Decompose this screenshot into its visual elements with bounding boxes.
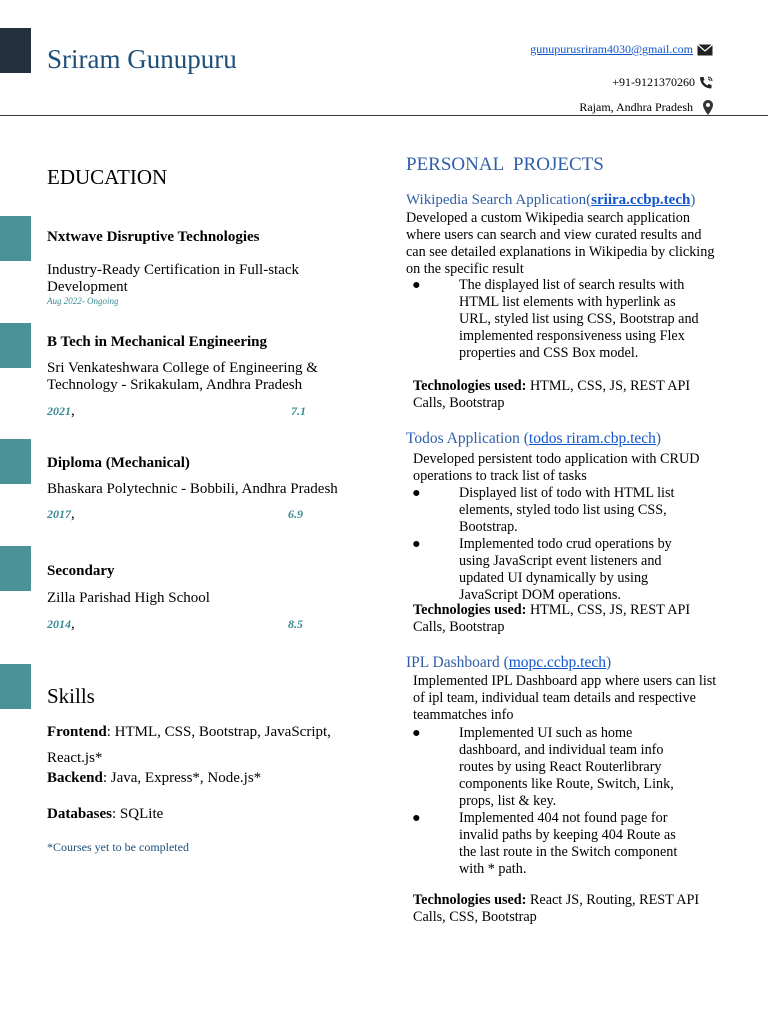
- education-detail-diploma: Bhaskara Polytechnic - Bobbili, Andhra Pradesh: [47, 481, 338, 497]
- skills-databases: [47, 806, 163, 823]
- project-description-todos: Developed persistent todo application with CRUD operations to track list of tasks: [413, 451, 700, 484]
- envelope-icon: [697, 44, 713, 56]
- project-bullets-wikipedia: [406, 277, 706, 362]
- year-value: 2014: [47, 617, 71, 631]
- education-title-nxtwave: Nxtwave Disruptive Technologies: [47, 229, 260, 245]
- education-title-secondary: Secondary: [47, 563, 115, 579]
- skills-frontend: [47, 719, 347, 771]
- education-detail-btech: Sri Venkateshwara College of Engineering & Technology - Srikakulam, Andhra Pradesh: [47, 360, 318, 393]
- list-item: [406, 485, 706, 536]
- project-bullets-ipl: [406, 725, 696, 878]
- email-contact: [530, 42, 713, 57]
- project-description-wikipedia: Developed a custom Wikipedia search application where users can search and view curated results and can see detailed explanations in Wikipedia by clicking on the specific result: [406, 210, 715, 277]
- projects-heading: PERSONAL PROJECTS: [406, 154, 604, 175]
- project-title-text: Wikipedia Search Application(: [406, 192, 592, 208]
- tech-value: HTML, CSS, JS, REST API Calls, Bootstrap: [413, 602, 691, 635]
- education-year-diploma: [47, 505, 75, 523]
- project-title-wikipedia: [406, 192, 695, 209]
- education-marker-1: [0, 216, 31, 261]
- project-title-close: ): [655, 430, 662, 447]
- education-score-secondary: 8.5: [288, 617, 303, 631]
- education-title-diploma: Diploma (Mechanical): [47, 455, 190, 471]
- education-score-diploma: 6.9: [288, 507, 303, 521]
- location-pin-icon: [703, 100, 713, 115]
- bullet-text: Displayed list of todo with HTML list elements, styled todo list using CSS, Bootstrap.: [459, 485, 675, 535]
- year-value: 2017: [47, 507, 71, 521]
- year-value: 2021: [47, 404, 71, 418]
- project-title-text: Todos Application (: [406, 430, 529, 447]
- year-comma: ,: [71, 403, 75, 419]
- project-description-ipl: Implemented IPL Dashboard app where users can list of ipl team, individual team details and respective teammatches info: [413, 673, 717, 723]
- education-year-secondary: [47, 615, 75, 633]
- skills-databases-label: Databases: [47, 806, 113, 822]
- bullet-text: The displayed list of search results with HTML list elements with hyperlink as URL, styled list using CSS, Bootstrap and implemented responsiveness using Flex properties and CSS Box model.: [459, 277, 699, 361]
- list-item: [406, 536, 706, 604]
- skills-backend-value: : Java, Express*, Node.js*: [102, 770, 262, 786]
- project-tech-ipl: [413, 892, 713, 926]
- skills-marker: [0, 664, 31, 709]
- project-title-todos: [406, 430, 661, 448]
- bullet-text: Implemented UI such as home dashboard, and individual team info routes by using React Routerlibrary components like Route, Switch, Link, props, list & key.: [459, 725, 674, 809]
- bullet-dot: ●: [412, 277, 421, 293]
- skills-footnote: *Courses yet to be completed: [47, 840, 189, 854]
- education-score-btech: 7.1: [291, 404, 306, 418]
- tech-label: Technologies used:: [413, 892, 527, 908]
- header-divider: [0, 115, 768, 116]
- bullet-text: Implemented todo crud operations by using JavaScript event listeners and updated UI dynamically by using JavaScript DOM operations.: [459, 536, 672, 603]
- project-title-close: ): [690, 192, 696, 208]
- education-date-nxtwave: Aug 2022- Ongoing: [47, 296, 119, 306]
- project-title-text: IPL Dashboard (: [406, 654, 509, 671]
- skills-frontend-label: Frontend: [47, 724, 107, 740]
- year-comma: ,: [71, 506, 75, 522]
- bullet-dot: ●: [412, 810, 421, 826]
- phone-icon: [699, 76, 713, 89]
- skills-backend-label: Backend: [47, 770, 103, 786]
- project-link-ipl[interactable]: mopc.ccbp.tech: [508, 654, 606, 671]
- tech-label: Technologies used:: [413, 602, 527, 618]
- skills-databases-value: : SQLite: [112, 806, 164, 822]
- bullet-text: Implemented 404 not found page for invalid paths by keeping 404 Route as the last route in the Switch component with * path.: [459, 810, 678, 877]
- list-item: [406, 725, 696, 810]
- tech-label: Technologies used:: [413, 378, 527, 394]
- location-text: Rajam, Andhra Pradesh: [579, 100, 693, 114]
- education-marker-3: [0, 439, 31, 484]
- list-item: [406, 277, 706, 362]
- education-detail-secondary: Zilla Parishad High School: [47, 590, 210, 606]
- skills-backend: [47, 770, 261, 787]
- education-heading: EDUCATION: [47, 165, 168, 189]
- bullet-dot: ●: [412, 536, 421, 552]
- email-link[interactable]: gunupurusriram4030@gmail.com: [530, 42, 693, 56]
- education-marker-4: [0, 546, 31, 591]
- phone-contact: [612, 75, 713, 90]
- bullet-dot: ●: [412, 725, 421, 741]
- skills-frontend-value: : HTML, CSS, Bootstrap, JavaScript, React.js*: [47, 724, 331, 766]
- project-tech-wikipedia: [413, 378, 723, 412]
- education-year-btech: [47, 402, 75, 420]
- skills-heading: Skills: [47, 684, 95, 708]
- project-link-todos[interactable]: todos riram.cbp.tech: [528, 430, 656, 447]
- corner-block: [0, 28, 31, 73]
- education-detail-nxtwave: Industry-Ready Certification in Full-stack Development: [47, 262, 300, 295]
- tech-value: React JS, Routing, REST API Calls, CSS, Bootstrap: [413, 892, 700, 925]
- list-item: [406, 810, 696, 878]
- tech-value: HTML, CSS, JS, REST API Calls, Bootstrap: [413, 378, 691, 411]
- project-bullets-todos: [406, 485, 706, 604]
- project-link-wikipedia[interactable]: sriira.ccbp.tech: [591, 192, 691, 208]
- project-title-close: ): [606, 654, 612, 671]
- phone-number: +91-9121370260: [612, 75, 695, 89]
- location-contact: [579, 100, 713, 115]
- year-comma: ,: [71, 616, 75, 632]
- education-title-btech: B Tech in Mechanical Engineering: [47, 334, 268, 350]
- bullet-dot: ●: [412, 485, 421, 501]
- education-marker-2: [0, 323, 31, 368]
- project-tech-todos: [413, 602, 723, 636]
- candidate-name: Sriram Gunupuru: [47, 44, 237, 74]
- project-title-ipl: [406, 654, 611, 672]
